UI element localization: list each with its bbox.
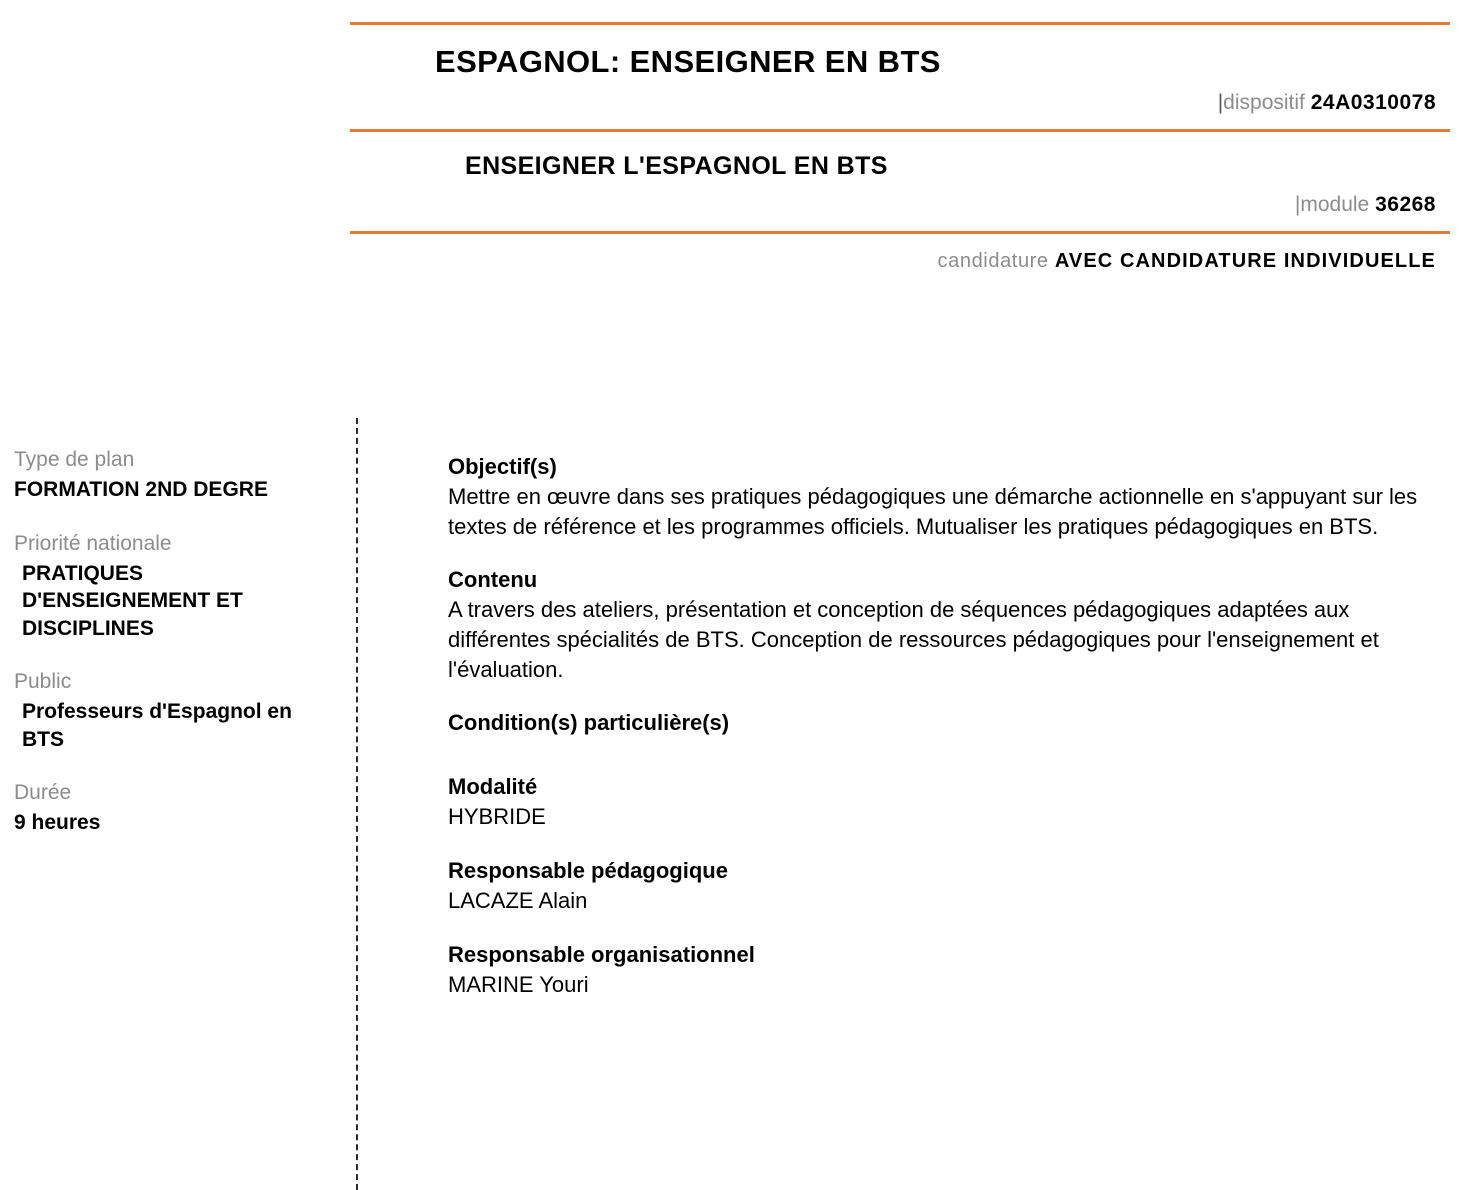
module-bar: |: [1294, 193, 1301, 217]
candidature-label: candidature: [937, 250, 1049, 273]
section-contenu: [448, 567, 1448, 684]
content-column: [448, 454, 1448, 1026]
module-title: ENSEIGNER L'ESPAGNOL EN BTS: [465, 152, 888, 181]
metadata-value: FORMATION 2ND DEGRE: [14, 478, 268, 502]
dispositif-title: ESPAGNOL: ENSEIGNER EN BTS: [435, 44, 941, 79]
section-responsable-organisationnel: [448, 942, 1448, 1000]
metadata-value: PRATIQUES D'ENSEIGNEMENT ET DISCIPLINES: [22, 561, 243, 640]
section-title: Responsable organisationnel: [448, 941, 755, 967]
section-modalite: [448, 774, 1448, 832]
candidature-row: [350, 234, 1450, 273]
dispositif-meta: [350, 79, 1450, 129]
section-body: MARINE Youri: [448, 971, 589, 997]
section-title: Objectif(s): [448, 454, 557, 479]
section-responsable-pedagogique: [448, 858, 1448, 916]
module-code: 36268: [1375, 193, 1436, 217]
metadata-field-public: [14, 668, 334, 753]
section-title: Contenu: [448, 567, 538, 593]
column-divider: [356, 418, 358, 1190]
section-body: HYBRIDE: [448, 804, 546, 830]
candidature-value: AVEC CANDIDATURE INDIVIDUELLE: [1054, 250, 1436, 273]
document-header: [350, 22, 1450, 273]
section-title: Modalité: [448, 774, 538, 800]
section-title: Responsable pédagogique: [448, 858, 728, 884]
metadata-label: Type de plan: [14, 448, 135, 471]
dispositif-bar: |: [1217, 91, 1224, 115]
metadata-label: Priorité nationale: [14, 531, 172, 555]
section-body: LACAZE Alain: [448, 888, 588, 914]
metadata-value: 9 heures: [14, 811, 101, 835]
metadata-field-type-de-plan: [14, 446, 334, 504]
section-objectifs: [448, 454, 1448, 541]
metadata-field-duree: [14, 779, 334, 837]
metadata-value: Professeurs d'Espagnol en BTS: [22, 700, 292, 751]
metadata-sidebar: [14, 446, 334, 862]
section-title: Condition(s) particulière(s): [448, 710, 730, 736]
section-body: A travers des ateliers, présentation et conception de séquences pédagogiques adaptées aux différentes spécialités de BTS. Conception de ressources pédagogiques pour l'enseignement et l'évaluation.: [448, 597, 1379, 682]
section-spacer: [448, 736, 1448, 748]
document-body: [0, 418, 1464, 1190]
module-meta: [350, 181, 1450, 231]
metadata-field-priorite-nationale: [14, 530, 334, 642]
module-label: module: [1300, 193, 1370, 217]
section-conditions-particulieres: [448, 710, 1448, 748]
dispositif-label: dispositif: [1223, 91, 1305, 115]
section-body: Mettre en œuvre dans ses pratiques pédagogiques une démarche actionnelle en s'appuyant sur les textes de référence et les programmes officiels. Mutualiser les pratiques pédagogiques en BTS.: [448, 484, 1418, 539]
dispositif-code: 24A0310078: [1310, 91, 1436, 115]
metadata-label: Durée: [14, 780, 72, 804]
metadata-label: Public: [14, 669, 72, 693]
